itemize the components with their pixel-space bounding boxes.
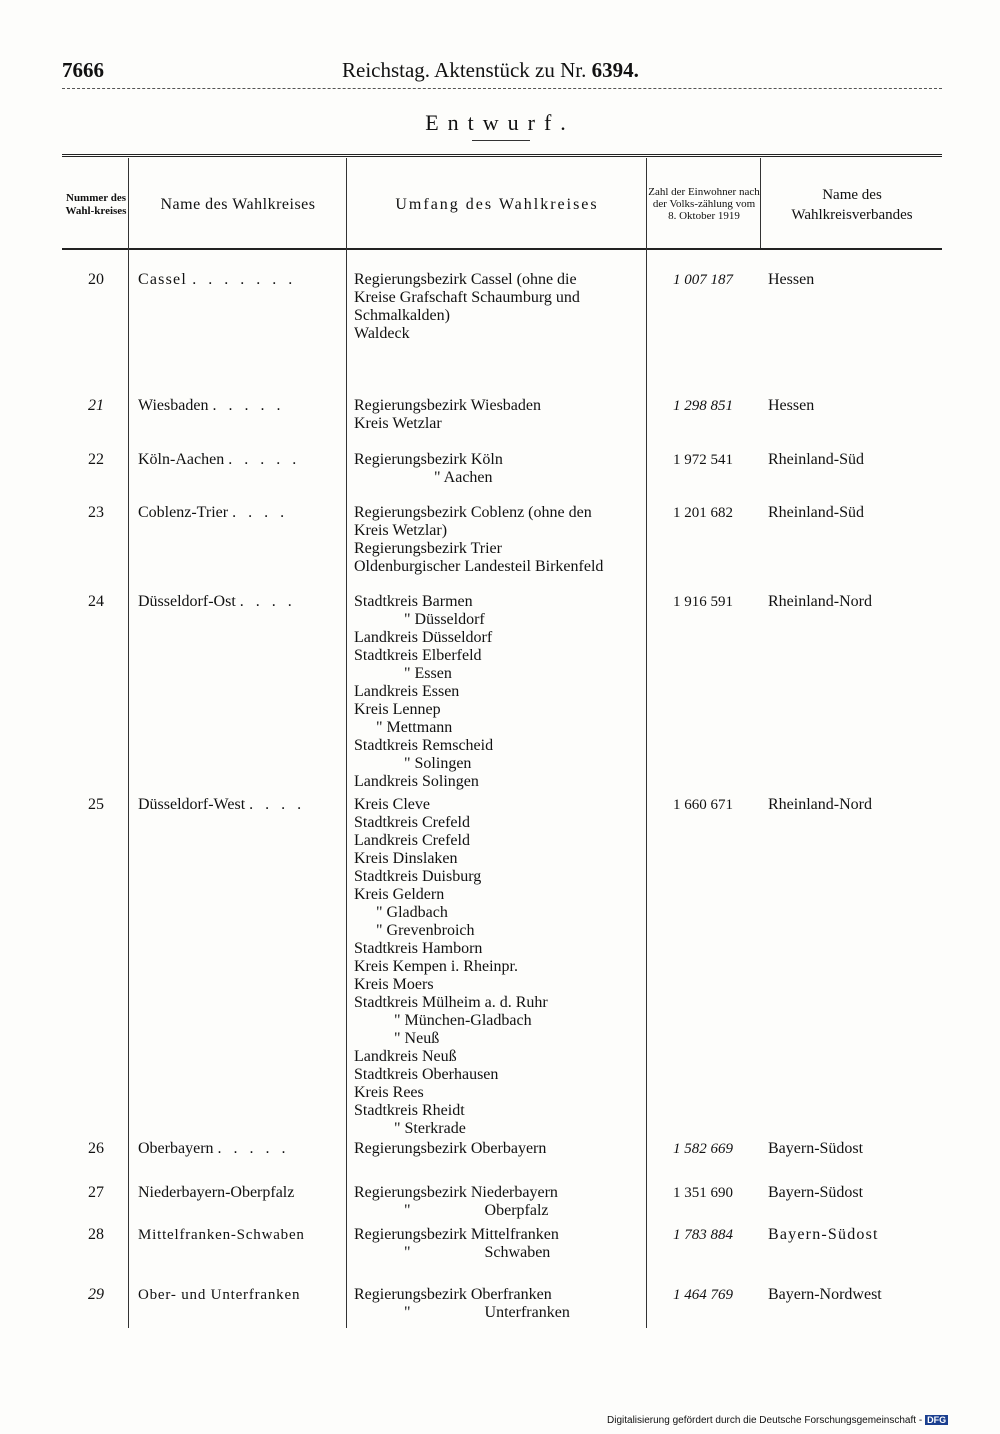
- leader-dots: . . . .: [232, 504, 289, 521]
- footer-text: Digitalisierung gefördert durch die Deutsche Forschungsgemeinschaft -: [607, 1415, 923, 1426]
- umfang-line: Landkreis Düsseldorf: [354, 629, 493, 646]
- leader-dots: . . . .: [249, 796, 306, 813]
- umfang-line-text: Neuß: [404, 1030, 440, 1047]
- umfang-line: Schmalkalden): [354, 307, 450, 324]
- wahlkreisverband: Bayern-Südost: [768, 1226, 879, 1243]
- umfang-line: Kreis Geldern: [354, 886, 445, 903]
- umfang-line: [354, 1202, 644, 1220]
- wahlkreis-umfang: [354, 796, 644, 1138]
- umfang-line: Regierungsbezirk Niederbayern: [354, 1184, 558, 1201]
- umfang-line: Stadtkreis Rheidt: [354, 1102, 465, 1119]
- wahlkreis-name-text: Ober- und Unterfranken: [138, 1287, 301, 1303]
- ditto-mark: ": [376, 922, 383, 939]
- umfang-line: Stadtkreis Elberfeld: [354, 647, 482, 664]
- wahlkreis-name-text: Düsseldorf-West: [138, 796, 246, 813]
- umfang-line: [354, 719, 644, 737]
- wahlkreis-name: [138, 397, 342, 415]
- dfg-logo: DFG: [927, 1415, 947, 1425]
- wahlkreis-name: [138, 1226, 342, 1244]
- umfang-line: [354, 665, 644, 683]
- wahlkreisverband: Hessen: [768, 397, 815, 414]
- row-number: 28: [88, 1226, 104, 1243]
- umfang-line: Oldenburgischer Landesteil Birkenfeld: [354, 558, 604, 575]
- row-number: 21: [88, 397, 104, 414]
- ditto-mark: ": [404, 1202, 411, 1219]
- running-title-prefix: Reichstag. Aktenstück zu Nr.: [342, 58, 587, 82]
- einwohner-count: 1 582 669: [673, 1141, 733, 1157]
- umfang-line: Kreis Wetzlar: [354, 415, 442, 432]
- umfang-line-text: München-Gladbach: [404, 1012, 532, 1029]
- umfang-line-text: Gladbach: [386, 904, 448, 921]
- umfang-line: Kreis Wetzlar): [354, 522, 448, 539]
- umfang-line: [354, 1030, 644, 1048]
- leader-dots: . . . . .: [217, 1140, 290, 1157]
- umfang-line: [354, 922, 644, 940]
- ditto-mark: ": [376, 904, 383, 921]
- row-number: 25: [88, 796, 104, 813]
- ditto-mark: ": [404, 1244, 411, 1261]
- einwohner-count: 1 660 671: [673, 797, 733, 813]
- column-divider: [128, 158, 129, 1328]
- umfang-line: Stadtkreis Hamborn: [354, 940, 483, 957]
- column-header-nummer: Nummer des Wahl-kreises: [65, 192, 127, 217]
- umfang-line: Kreis Moers: [354, 976, 434, 993]
- header-rule: [62, 88, 942, 89]
- row-number: 26: [88, 1140, 104, 1157]
- wahlkreis-name-text: Köln-Aachen: [138, 451, 225, 468]
- ditto-mark: ": [394, 1120, 401, 1137]
- wahlkreis-umfang: [354, 593, 644, 791]
- ditto-mark: ": [376, 719, 383, 736]
- umfang-line-text: Oberpfalz: [484, 1202, 549, 1219]
- wahlkreis-name: [138, 593, 342, 611]
- einwohner-count: 1 972 541: [673, 452, 733, 468]
- wahlkreis-name: [138, 504, 342, 522]
- running-header: [62, 58, 942, 88]
- umfang-line: Kreis Lennep: [354, 701, 441, 718]
- wahlkreisverband: Bayern-Südost: [768, 1140, 864, 1157]
- wahlkreis-name: [138, 1286, 342, 1304]
- ditto-mark: ": [404, 1304, 411, 1321]
- column-divider: [760, 158, 761, 248]
- umfang-line: [354, 904, 644, 922]
- wahlkreis-umfang: [354, 504, 644, 576]
- ditto-mark: ": [404, 665, 411, 682]
- umfang-line-text: Düsseldorf: [414, 611, 485, 628]
- wahlkreis-name-text: Niederbayern-Oberpfalz: [138, 1184, 295, 1201]
- running-title-number: 6394.: [591, 58, 639, 82]
- row-number: 20: [88, 271, 104, 288]
- wahlkreis-name: [138, 1184, 342, 1202]
- umfang-line: Regierungsbezirk Mittelfranken: [354, 1226, 559, 1243]
- einwohner-count: 1 783 884: [673, 1227, 733, 1243]
- umfang-line: Stadtkreis Mülheim a. d. Ruhr: [354, 994, 548, 1011]
- umfang-line: Waldeck: [354, 325, 410, 342]
- umfang-line-text: Grevenbroich: [386, 922, 475, 939]
- ditto-mark: ": [394, 1012, 401, 1029]
- leader-dots: . . . .: [239, 593, 296, 610]
- ditto-mark: ": [404, 755, 411, 772]
- column-header-umfang: Umfang des Wahlkreises: [395, 196, 599, 213]
- umfang-line: [354, 611, 644, 629]
- table-header-rule: [62, 248, 942, 250]
- page-number: 7666: [62, 58, 104, 82]
- wahlkreis-name-text: Wiesbaden: [138, 397, 209, 414]
- einwohner-count: 1 298 851: [673, 398, 733, 414]
- wahlkreisverband: Rheinland-Nord: [768, 593, 872, 610]
- umfang-line: Kreise Grafschaft Schaumburg und: [354, 289, 580, 306]
- document-title: Entwurf.: [425, 110, 575, 135]
- column-header-name: Name des Wahlkreises: [160, 196, 316, 213]
- umfang-line: Kreis Rees: [354, 1084, 424, 1101]
- wahlkreisverband: Rheinland-Nord: [768, 796, 872, 813]
- umfang-line: Landkreis Neuß: [354, 1048, 457, 1065]
- wahlkreis-umfang: [354, 1286, 644, 1322]
- ditto-mark: ": [394, 1030, 401, 1047]
- wahlkreis-name-text: Oberbayern: [138, 1140, 214, 1157]
- umfang-line: Stadtkreis Oberhausen: [354, 1066, 499, 1083]
- wahlkreisverband: Hessen: [768, 271, 815, 288]
- column-divider: [346, 158, 347, 1328]
- umfang-line: Landkreis Essen: [354, 683, 460, 700]
- umfang-line: Kreis Dinslaken: [354, 850, 458, 867]
- umfang-line: Regierungsbezirk Trier: [354, 540, 502, 557]
- wahlkreis-name-text: Düsseldorf-Ost: [138, 593, 236, 610]
- umfang-line: [354, 1244, 644, 1262]
- title-underline: [472, 140, 530, 141]
- umfang-line-text: Sterkrade: [404, 1120, 466, 1137]
- umfang-line-text: Unterfranken: [484, 1304, 570, 1321]
- wahlkreisverband: Bayern-Nordwest: [768, 1286, 882, 1303]
- umfang-line: Stadtkreis Remscheid: [354, 737, 494, 754]
- row-number: 23: [88, 504, 104, 521]
- umfang-line: Stadtkreis Barmen: [354, 593, 473, 610]
- wahlkreis-umfang: [354, 451, 644, 487]
- umfang-line: Stadtkreis Duisburg: [354, 868, 482, 885]
- umfang-line: [354, 1012, 644, 1030]
- wahlkreis-name: [138, 796, 342, 814]
- umfang-line: Landkreis Solingen: [354, 773, 479, 790]
- table-top-rule: [62, 154, 942, 157]
- row-number: 24: [88, 593, 104, 610]
- umfang-line-text: Aachen: [443, 469, 493, 486]
- row-number: 22: [88, 451, 104, 468]
- einwohner-count: 1 351 690: [673, 1185, 733, 1201]
- wahlkreis-umfang: [354, 1184, 644, 1220]
- wahlkreis-name-text: Mittelfranken-Schwaben: [138, 1227, 305, 1243]
- column-header-einwohner: Zahl der Einwohner nach der Volks-zählung vom 8. Oktober 1919: [648, 186, 760, 222]
- leader-dots: . . . . .: [228, 451, 301, 468]
- column-header-verband: Name des Wahlkreisverbandes: [791, 187, 913, 223]
- umfang-line: Landkreis Crefeld: [354, 832, 470, 849]
- ditto-mark: ": [434, 469, 441, 486]
- umfang-line: Regierungsbezirk Köln: [354, 451, 503, 468]
- leader-dots: . . . . . . .: [192, 271, 297, 288]
- umfang-line: Regierungsbezirk Wiesbaden: [354, 397, 541, 414]
- umfang-line: Stadtkreis Crefeld: [354, 814, 470, 831]
- umfang-line: Regierungsbezirk Cassel (ohne die: [354, 271, 577, 288]
- wahlkreis-umfang: [354, 1140, 644, 1158]
- umfang-line-text: Mettmann: [386, 719, 453, 736]
- umfang-line: [354, 755, 644, 773]
- umfang-line: Regierungsbezirk Oberbayern: [354, 1140, 547, 1157]
- ditto-mark: ": [404, 611, 411, 628]
- digitization-credit: [607, 1415, 948, 1426]
- einwohner-count: 1 201 682: [673, 505, 733, 521]
- umfang-line-text: Solingen: [414, 755, 472, 772]
- umfang-line: Kreis Kempen i. Rheinpr.: [354, 958, 518, 975]
- wahlkreis-umfang: [354, 271, 644, 343]
- wahlkreis-name: [138, 451, 342, 469]
- einwohner-count: 1 007 187: [673, 272, 733, 288]
- umfang-line: [354, 469, 644, 487]
- einwohner-count: 1 464 769: [673, 1287, 733, 1303]
- column-divider: [646, 158, 647, 1328]
- leader-dots: . . . . .: [212, 397, 285, 414]
- umfang-line-text: Schwaben: [484, 1244, 551, 1261]
- running-title: [342, 58, 639, 83]
- wahlkreisverband: Rheinland-Süd: [768, 504, 864, 521]
- wahlkreis-umfang: [354, 1226, 644, 1262]
- einwohner-count: 1 916 591: [673, 594, 733, 610]
- umfang-line: Regierungsbezirk Coblenz (ohne den: [354, 504, 592, 521]
- umfang-line: [354, 1120, 644, 1138]
- wahlkreisverband: Rheinland-Süd: [768, 451, 864, 468]
- umfang-line: [354, 1304, 644, 1322]
- wahlkreis-name: [138, 271, 342, 289]
- wahlkreis-umfang: [354, 397, 644, 433]
- umfang-line: Regierungsbezirk Oberfranken: [354, 1286, 552, 1303]
- umfang-line-text: Essen: [414, 665, 452, 682]
- umfang-line: Kreis Cleve: [354, 796, 430, 813]
- wahlkreis-name-text: Coblenz-Trier: [138, 504, 229, 521]
- wahlkreis-name: [138, 1140, 342, 1158]
- wahlkreisverband: Bayern-Südost: [768, 1184, 864, 1201]
- row-number: 29: [88, 1286, 104, 1303]
- wahlkreis-name-text: Cassel: [138, 271, 187, 288]
- row-number: 27: [88, 1184, 104, 1201]
